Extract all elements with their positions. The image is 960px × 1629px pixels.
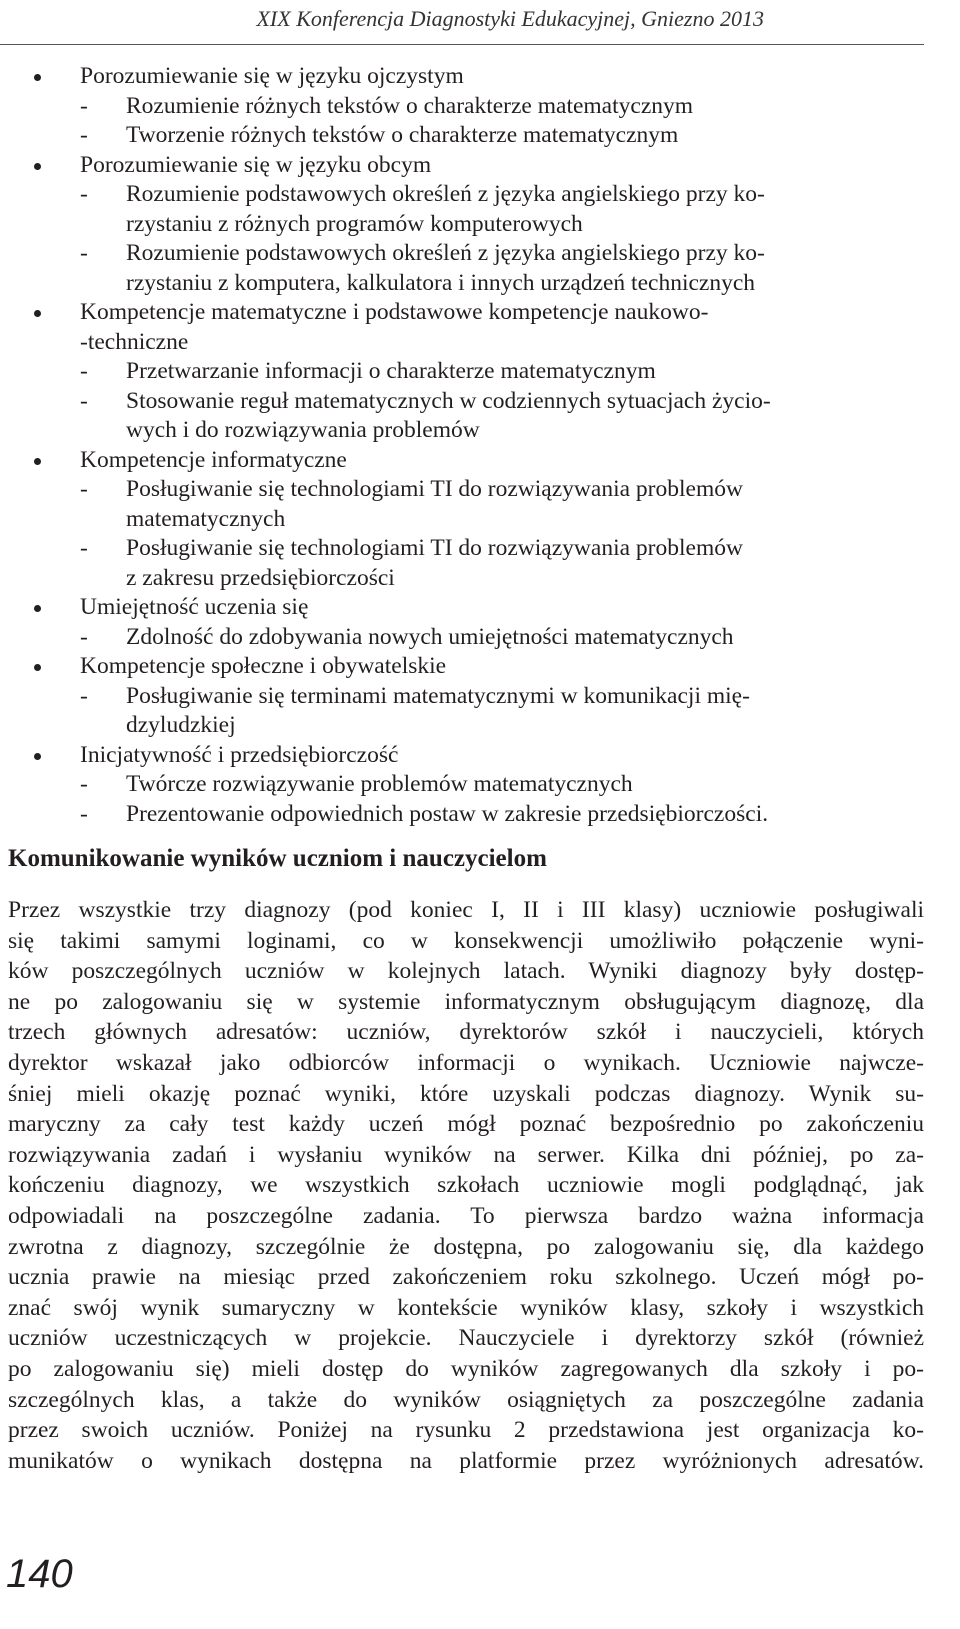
list-dash-item — [0, 180, 924, 210]
dash-marker: - — [80, 682, 88, 709]
list-continuation — [0, 328, 924, 358]
list-dash-item — [0, 770, 924, 800]
page-number: 140 — [6, 1552, 73, 1596]
list-dash-item — [0, 800, 924, 830]
list-bullet-item — [0, 741, 924, 771]
list-dash-item — [0, 239, 924, 269]
paragraph-line: znać swój wynik sumaryczny w kontekście wyników klasy, szkoły i wszystkich — [8, 1294, 924, 1321]
paragraph-line: ne po zalogowaniu się w systemie informatycznym obsługującym diagnozę, dla — [8, 988, 924, 1015]
list-item-text: Inicjatywność i przedsiębiorczość — [80, 741, 399, 768]
bullet-icon — [34, 163, 41, 170]
list-dash-item — [0, 387, 924, 417]
running-header — [0, 0, 924, 45]
list-bullet-item — [0, 446, 924, 476]
dash-marker: - — [80, 476, 88, 502]
list-item-text: Kompetencje matematyczne i podstawowe kompetencje naukowo- — [80, 299, 709, 325]
body-paragraph — [8, 895, 924, 1476]
list-item-text: Tworzenie różnych tekstów o charakterze matematycznym — [126, 122, 679, 148]
dash-marker: - — [80, 771, 88, 797]
paragraph-line: trzech głównych adresatów: uczniów, dyrektorów szkół i nauczycieli, których — [8, 1019, 924, 1046]
list-item-text: Stosowanie reguł matematycznych w codziennych sytuacjach życio- — [126, 387, 771, 414]
list-item-text: rzystaniu z różnych programów komputerowych — [126, 210, 583, 237]
paragraph-line: dyrektor wskazał jako odbiorców informacji o wynikach. Uczniowie najwcze- — [8, 1049, 924, 1076]
paragraph-line: kończeniu diagnozy, we wszystkich szkołach uczniowie mogli podglądnąć, jak — [8, 1172, 924, 1199]
paragraph-line: szczególnych klas, a także do wyników osiągniętych za poszczególne zadania — [8, 1386, 924, 1413]
list-item-text: dzyludzkiej — [126, 712, 236, 738]
paragraph-line: ków poszczególnych uczniów w kolejnych latach. Wyniki diagnozy były dostęp- — [8, 958, 924, 985]
paragraph-line: się takimi samymi loginami, co w konsekwencji umożliwiło połączenie wyni- — [8, 927, 924, 954]
list-dash-item — [0, 475, 924, 505]
list-item-text: Umiejętność uczenia się — [80, 594, 309, 620]
bullet-icon — [34, 310, 41, 317]
dash-marker: - — [80, 623, 88, 650]
bullet-icon — [34, 753, 41, 760]
dash-marker: - — [80, 181, 88, 207]
list-bullet-item — [0, 62, 924, 92]
list-item-text: Przetwarzanie informacji o charakterze matematycznym — [126, 358, 656, 384]
list-dash-item — [0, 121, 924, 151]
list-bullet-item — [0, 593, 924, 623]
paragraph-line: odpowiadali na poszczególne zadania. To pierwsza bardzo ważna informacja — [8, 1202, 924, 1229]
list-continuation — [0, 210, 924, 240]
list-item-text: Rozumienie podstawowych określeń z języka angielskiego przy ko- — [126, 240, 765, 266]
list-continuation — [0, 564, 924, 594]
bullet-icon — [34, 458, 41, 465]
paragraph-line: ucznia prawie na miesiąc przed zakończeniem roku szkolnego. Uczeń mógł po- — [8, 1264, 924, 1291]
list-dash-item — [0, 534, 924, 564]
list-item-text: Kompetencje informatyczne — [80, 446, 347, 473]
list-item-text: matematycznych — [126, 505, 286, 532]
list-continuation — [0, 711, 924, 741]
list-item-text: z zakresu przedsiębiorczości — [126, 564, 395, 591]
paragraph-line: rozwiązywania zadań i wysłaniu wyników na serwer. Kilka dni później, po za- — [8, 1141, 924, 1168]
list-item-text: Porozumiewanie się w języku obcym — [80, 151, 432, 178]
dash-marker: - — [80, 122, 88, 148]
paragraph-line: munikatów o wynikach dostępna na platformie przez wyróżnionych adresatów. — [8, 1447, 924, 1474]
list-item-text: rzystaniu z komputera, kalkulatora i innych urządzeń technicznych — [126, 269, 756, 296]
paragraph-line: po zalogowaniu się) mieli dostęp do wyników zagregowanych dla szkoły i po- — [8, 1355, 924, 1382]
list-dash-item — [0, 92, 924, 122]
bullet-icon — [34, 664, 41, 671]
list-dash-item — [0, 682, 924, 712]
header-title: XIX Konferencja Diagnostyki Edukacyjnej, Gniezno 2013 — [256, 6, 764, 31]
bullet-icon — [34, 74, 41, 81]
paragraph-line: zwrotna z diagnozy, szczególnie że dostępna, po zalogowaniu się, dla każdego — [8, 1233, 924, 1260]
list-bullet-item — [0, 151, 924, 181]
list-bullet-item — [0, 652, 924, 682]
list-item-text: Posługiwanie się technologiami TI do rozwiązywania problemów — [126, 476, 743, 502]
list-item-text: Zdolność do zdobywania nowych umiejętności matematycznych — [126, 623, 734, 650]
list-item-text: Kompetencje społeczne i obywatelskie — [80, 653, 447, 679]
dash-marker: - — [80, 92, 88, 119]
list-dash-item — [0, 357, 924, 387]
paragraph-line: Przez wszystkie trzy diagnozy (pod koniec I, II i III klasy) uczniowie posługiwali — [8, 897, 924, 923]
list-item-text: Porozumiewanie się w języku ojczystym — [80, 63, 464, 89]
list-continuation — [0, 269, 924, 299]
list-item-text: -techniczne — [80, 328, 189, 355]
dash-marker: - — [80, 387, 88, 414]
list-item-text: Twórcze rozwiązywanie problemów matematycznych — [126, 771, 633, 797]
dash-marker: - — [80, 358, 88, 384]
dash-marker: - — [80, 535, 88, 561]
list-continuation — [0, 416, 924, 446]
list-bullet-item — [0, 298, 924, 328]
list-continuation — [0, 505, 924, 535]
paragraph-line: maryczny za cały test każdy uczeń mógł poznać bezpośrednio po zakończeniu — [8, 1111, 924, 1138]
list-dash-item — [0, 623, 924, 653]
list-item-text: wych i do rozwiązywania problemów — [126, 417, 480, 443]
dash-marker: - — [80, 240, 88, 266]
list-item-text: Posługiwanie się terminami matematycznymi w komunikacji mię- — [126, 682, 750, 709]
list-item-text: Posługiwanie się technologiami TI do rozwiązywania problemów — [126, 535, 743, 561]
paragraph-line: przez swoich uczniów. Poniżej na rysunku 2 przedstawiona jest organizacja ko- — [8, 1417, 924, 1444]
dash-marker: - — [80, 800, 88, 827]
list-item-text: Rozumienie różnych tekstów o charakterze matematycznym — [126, 92, 694, 119]
competency-list — [0, 62, 924, 829]
paragraph-line: śniej mieli okazję poznać wyniki, które uzyskali podczas diagnozy. Wynik su- — [8, 1080, 924, 1107]
bullet-icon — [34, 605, 41, 612]
paragraph-line: uczniów uczestniczących w projekcie. Nauczyciele i dyrektorzy szkół (również — [8, 1325, 924, 1352]
section-heading: Komunikowanie wyników uczniom i nauczycielom — [8, 845, 547, 872]
list-item-text: Rozumienie podstawowych określeń z języka angielskiego przy ko- — [126, 181, 765, 207]
list-item-text: Prezentowanie odpowiednich postaw w zakresie przedsiębiorczości. — [126, 800, 769, 827]
